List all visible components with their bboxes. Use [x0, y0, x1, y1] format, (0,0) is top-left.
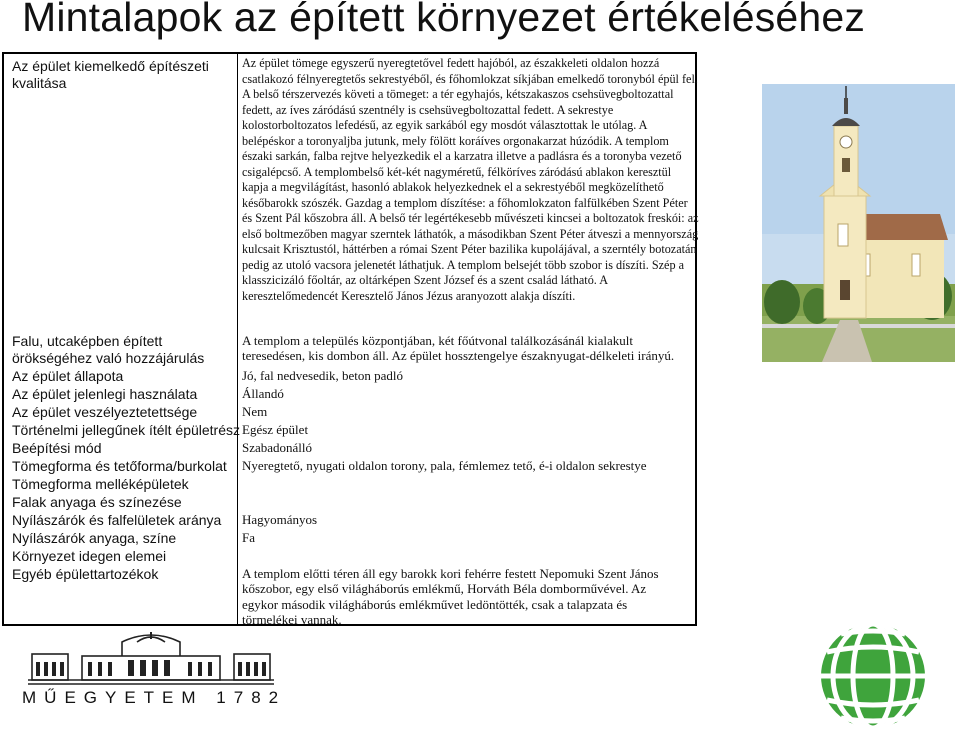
value-openings-material: Fa [242, 530, 255, 545]
label-foreign-elements: Környezet idegen elemei [12, 548, 167, 564]
label-condition: Az épület állapota [12, 368, 124, 384]
label-mass-roof: Tömegforma és tetőforma/burkolat [12, 458, 227, 474]
bme-logo-text: MŰEGYETEM 1782 [22, 688, 287, 707]
value-openings-ratio: Hagyományos [242, 512, 318, 527]
value-architectural-quality: Az épület tömege egyszerű nyeregtetővel fedett hajóból, az északkeleti oldalon hozzá csatlakozó félnyeregtetős sekrestyéből, és főhomlokzat síkjában emelkedő toronyból épül fel. A belső térszervezés követi a tömeget: a tér egyhajós, kétszakaszos csehsüvegboltozattal fedett, az íves záródású szentnély is csehsüvegboltozattal fedett. A sekrestye kolostorboltozatos lefedésű, az egyik sarkából egy mosdót választottak le utólag. A belépéskor a toronyaljba jutunk, mely fölött koráíves orgonakarzat húzódik. A templom északi sarkán, falba rejtve helyezkedik el a karzatra illetve a padlásra és a toronyba vezető csigalépcső. A templombelső két-két nagyméretű, félköríves záródású ablakon keresztül kapja a megvilágítást, hasonló ablakok helyezkednek el a sekrestyéből megközelíthető későbarokk szószék. Gazdag a templom díszítése: a főhomlokzaton falfülkében Szent Péter és Szent Pál kőszobra áll. A belső tér legértékesebb művészeti kincsei a boltozatok freskói: az első boltmezőben magyar szerntek láthatók, a másodikban Szent Péter átveszi a mennyország kulcsait Krisztustól, háttérben a római Szent Péter bazilika kupolájával, a szerntély botozatán pedig az utoló vacsora jelenetét láthatjuk. A templom belsejét több szobor is díszíti. Szép a klasszicizáló főoltár, az oltárképen Szent József és a szent család látható. A keresztelőmedencét Keresztelő János Jézus aranyozott alakja díszíti. [242, 56, 699, 303]
value-condition: Jó, fal nedvesedik, beton padló [242, 368, 404, 383]
assessment-table [2, 52, 697, 626]
value-other-accessories: A templom előtti téren áll egy barokk kori fehérre festett Nepomuki Szent János kőszobor, egy első világháborús emlékmű, Horváth Béla domborművével. Az egykor második világháborús emlékművet ledöntötték, csak a talapzata és törmelékei vannak. [242, 566, 659, 628]
page-title: Mintalapok az épített környezet értékeléséhez [22, 0, 866, 40]
value-historic-part: Egész épület [242, 422, 309, 437]
column-divider [237, 54, 238, 624]
label-outbuildings: Tömegforma melléképületek [12, 476, 189, 492]
label-building-mode: Beépítési mód [12, 440, 102, 456]
label-current-use: Az épület jelenlegi használata [12, 386, 198, 402]
label-openings-material: Nyílászárók anyaga, színe [12, 530, 177, 546]
label-walls: Falak anyaga és színezése [12, 494, 182, 510]
label-historic-part: Történelmi jellegűnek ítélt épületrész [12, 422, 241, 438]
label-other-accessories: Egyéb épülettartozékok [12, 566, 159, 582]
globe-logo [817, 620, 930, 733]
label-endangerment: Az épület veszélyeztetettsége [12, 404, 198, 420]
value-street-contribution: A templom a település központjában, két főútvonal találkozásánál kialakult teresedésen, kis dombon áll. Az épület hossztengelye északnyugat-délkeleti irányú. [242, 333, 675, 364]
label-openings-ratio: Nyílászárók és falfelületek aránya [12, 512, 222, 528]
value-building-mode: Szabadonálló [242, 440, 313, 455]
label-architectural-quality: Az épület kiemelkedő építészeti kvalitása [12, 58, 209, 91]
bme-building-logo [22, 632, 280, 736]
label-street-contribution: Falu, utcaképben épített örökségéhez való hozzájárulás [12, 333, 205, 366]
value-endangerment: Nem [242, 404, 268, 419]
church-photo [762, 84, 955, 362]
value-current-use: Állandó [242, 386, 284, 401]
value-mass-roof: Nyeregtető, nyugati oldalon torony, pala, fémlemez tető, é-i oldalon sekrestye [242, 458, 647, 473]
